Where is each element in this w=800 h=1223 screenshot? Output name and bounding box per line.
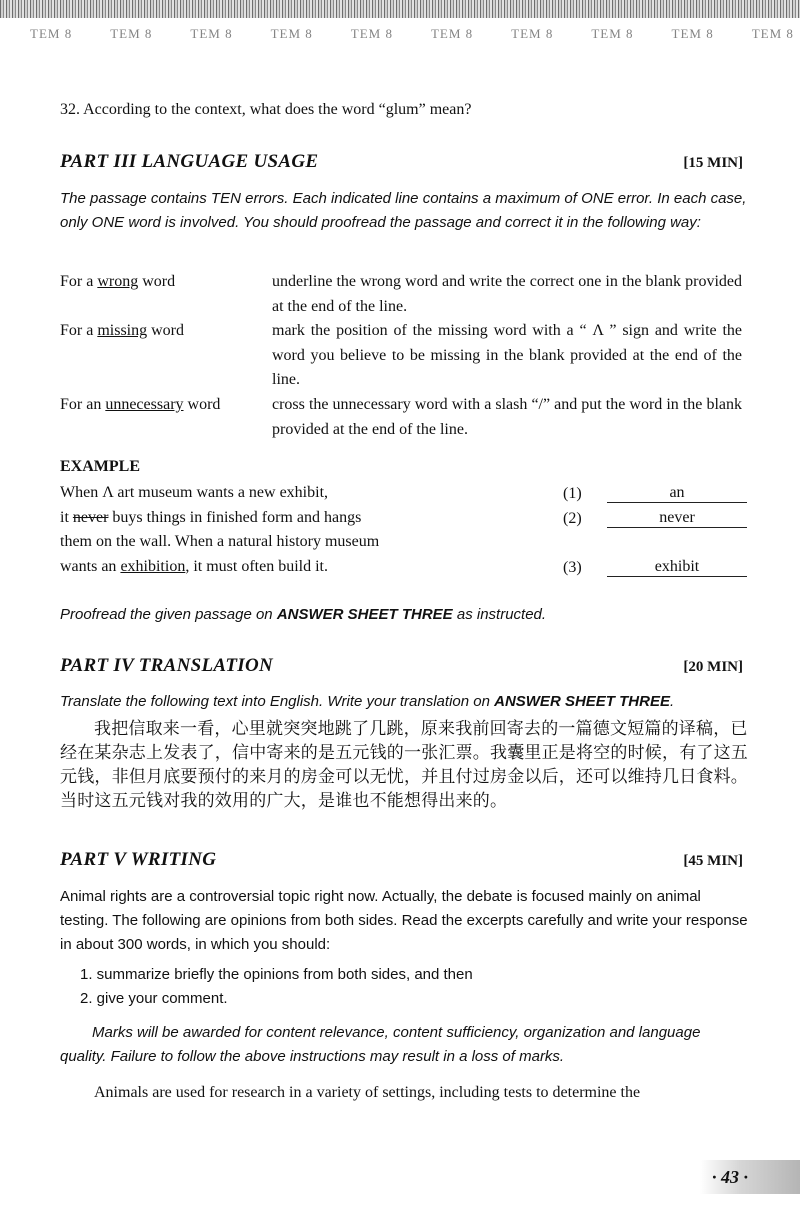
running-head: TEM 8 (430, 26, 474, 41)
rule-description: underline the wrong word and write the correct one in the blank provided at the end of the line. (272, 273, 742, 315)
running-head: TEM 8 (110, 26, 153, 41)
running-head: TEM 8 (190, 26, 233, 41)
part5-time: [45 MIN] (683, 853, 743, 869)
rule-label: For an unnecessary word (60, 396, 221, 413)
rule-label: For a missing word (60, 322, 185, 339)
part4-heading (60, 655, 743, 677)
part4-time: [20 MIN] (683, 659, 743, 675)
running-head: TEM 8 (350, 26, 393, 41)
rule-description: mark the position of the missing word with a “ Λ ” sign and write the word you believe to be missing in the blank provided at the end of the line. (272, 322, 742, 388)
running-head: TEM 8 (30, 26, 73, 41)
writing-intro: Animal rights are a controversial topic right now. Actually, the debate is focused mainly on animal testing. The following are opinions from both sides. Read the excerpts carefully and write your response in about 300 words, in which you should: (60, 888, 748, 953)
example-label: EXAMPLE (60, 458, 140, 475)
part4-instructions: Translate the following text into English. Write your translation on ANSWER SHEET THREE. (60, 693, 675, 710)
writing-task-1: 1. summarize briefly the opinions from both sides, and then (80, 966, 473, 983)
rule-missing-word (60, 319, 748, 391)
example-line-2: it never buys things in finished form and hangs (60, 509, 362, 526)
underlined-word: exhibition (120, 558, 186, 575)
part5-title: PART V WRITING (60, 849, 217, 870)
running-head: TEM 8 (751, 26, 794, 41)
chinese-passage: 我把信取来一看，心里就突突地跳了几跳，原来我前回寄去的一篇德文短篇的译稿，已经在某杂志上发表了，信中寄来的是五元钱的一张汇票。我囊里正是将空的时候，有了这五元钱，非但月底要预付的来月的房金可以无忧，并且付过房金以后，还可以维持几日食料。当时这五元钱对我的效用的广大，是谁也不能想得出来的。 (60, 719, 748, 811)
part3-time: [15 MIN] (683, 155, 743, 171)
running-head: TEM 8 (270, 26, 313, 41)
example-answer-2: (2) never (563, 509, 747, 528)
page-number: · 43 · (700, 1160, 800, 1194)
rule-description: cross the unnecessary word with a slash “/” and put the word in the blank provided at the end of the line. (272, 396, 742, 438)
part5-heading (60, 849, 743, 871)
running-head: TEM 8 (591, 26, 634, 41)
part4-title: PART IV TRANSLATION (60, 655, 273, 676)
marking-note: Marks will be awarded for content relevance, content sufficiency, organization and language quality. Failure to follow the above instructions may result in a loss of marks. (60, 1024, 701, 1065)
part3-footer: Proofread the given passage on ANSWER SHEET THREE as instructed. (60, 606, 547, 623)
excerpt-start: Animals are used for research in a variety of settings, including tests to determine the (94, 1084, 641, 1101)
question-32: 32. According to the context, what does the word “glum” mean? (60, 101, 472, 118)
running-head: TEM 8 (511, 26, 554, 41)
part3-instructions: The passage contains TEN errors. Each indicated line contains a maximum of ONE error. In each case, only ONE word is involved. You should proofread the passage and correct it in the following way: (60, 190, 747, 231)
example-line-1: When Λ art museum wants a new exhibit, (60, 484, 329, 501)
example-answer-3: (3) exhibit (563, 558, 747, 577)
rule-wrong-word (60, 270, 748, 318)
scan-top-band (0, 0, 800, 18)
writing-task-2: 2. give your comment. (80, 990, 228, 1007)
example-answer-1: (1) an (563, 484, 747, 503)
struck-word: never (72, 509, 109, 526)
rule-label: For a wrong word (60, 273, 176, 290)
caret-mark: Λ (102, 484, 114, 501)
running-header (0, 26, 800, 46)
rule-unnecessary-word (60, 393, 748, 441)
part3-title: PART III LANGUAGE USAGE (60, 151, 319, 172)
example-line-4: wants an exhibition, it must often build it. (60, 558, 328, 575)
part3-heading (60, 151, 743, 173)
example-line-3: them on the wall. When a natural history museum (60, 533, 380, 550)
running-head: TEM 8 (671, 26, 714, 41)
